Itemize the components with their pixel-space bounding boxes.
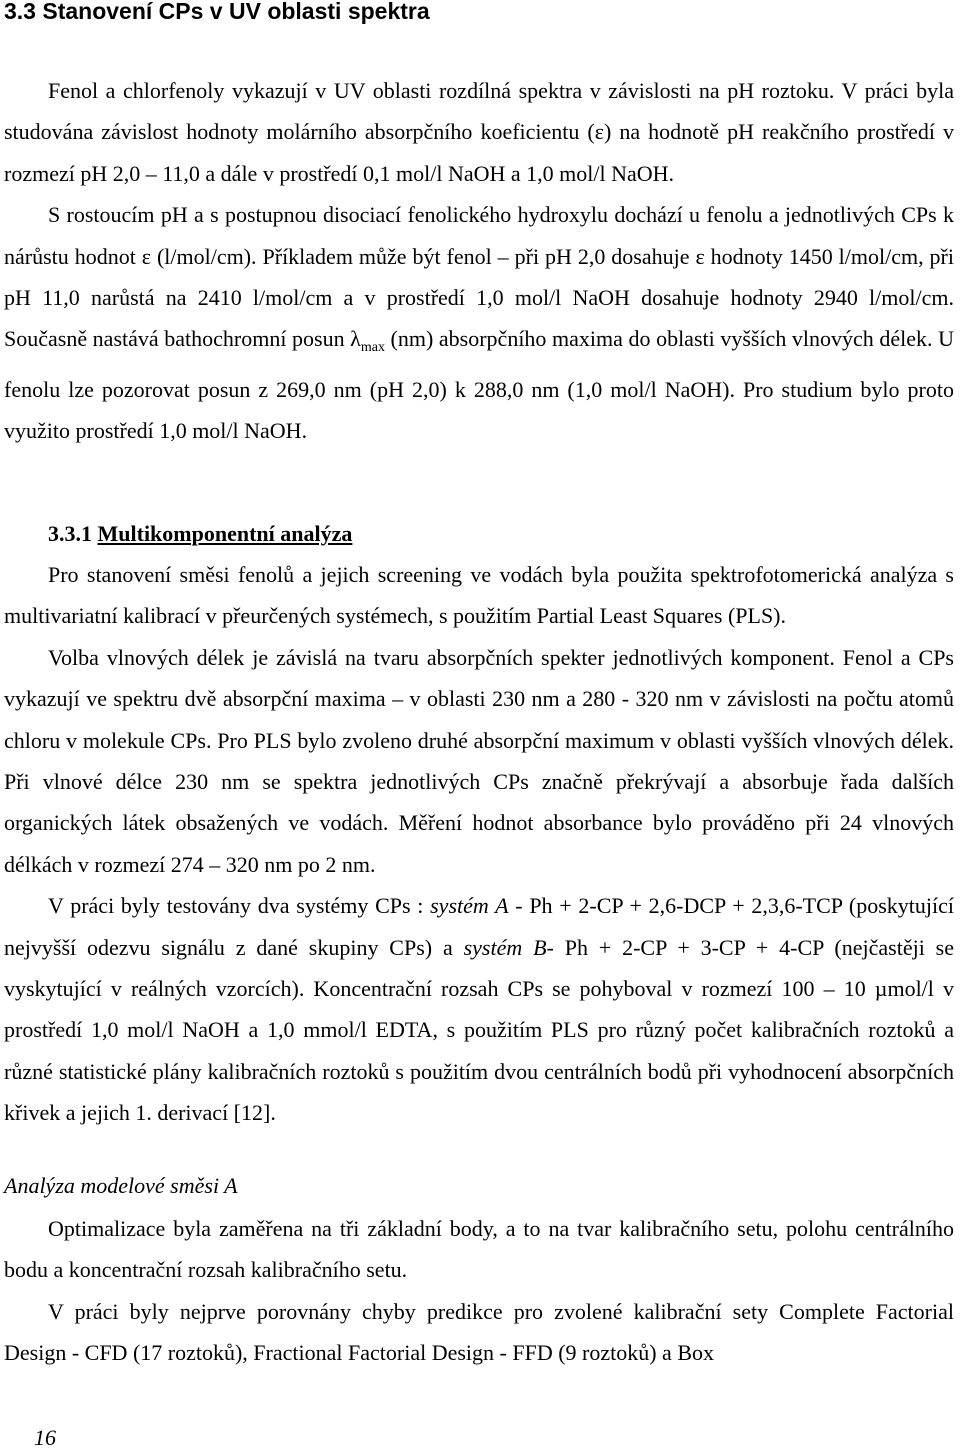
subsection-heading: [48, 520, 352, 548]
section-heading: 3.3 Stanovení CPs v UV oblasti spektra: [4, 0, 430, 24]
subsection-number: 3.3.1: [48, 521, 98, 546]
lambda-max-subscript: max: [360, 340, 385, 356]
subsection-block: [4, 554, 954, 1134]
intro-paragraph-2-text-b: (nm) absorpčního maxima do oblasti vyšších vlnových délek. U fenolu lze pozorovat posun z 269,0 nm (pH 2,0) k 288,0 nm (1,0 mol/l NaOH). Pro studium bylo proto využito prostředí 1,0 mol/l NaOH.: [4, 326, 954, 444]
systems-text-c: - Ph + 2-CP + 3-CP + 4-CP (nejčastěji se vyskytující v reálných vzorcích). Koncentrační rozsah CPs se pohyboval v rozmezí 100 – 10 µmol/l v prostředí 1,0 mol/l NaOH a 1,0 mmol/l EDTA, s použitím PLS pro různý počet kalibračních roztoků a různé statistické plány kalibračních roztoků s použitím dvou centrálních bodů při vyhodnocení absorpčních křivek a jejich 1. derivací [12].: [4, 934, 954, 1126]
intro-paragraph-2: [4, 194, 954, 451]
systems-text-b: - Ph + 2-CP + 2,6-DCP + 2,3,6-TCP (poskytující nejvyšší odezvu signálu z dané skupiny CPs) a: [4, 893, 954, 960]
system-b-label: systém B: [463, 934, 547, 960]
analysis-block: [4, 1208, 954, 1374]
analysis-heading: Analýza modelové směsi A: [4, 1173, 238, 1198]
intro-paragraph-1: Fenol a chlorfenoly vykazují v UV oblasti rozdílná spektra v závislosti na pH roztoku. V práci byla studována závislost hodnoty molárního absorpčního koeficientu (ε) na hodnotě pH reakčního prostředí v rozmezí pH 2,0 – 11,0 a dále v prostředí 0,1 mol/l NaOH a 1,0 mol/l NaOH.: [4, 78, 954, 186]
subsection-paragraph-1: Pro stanovení směsi fenolů a jejich screening ve vodách byla použita spektrofotomerická analýza s multivariatní kalibrací v přeurčených systémech, s použitím Partial Least Squares (PLS).: [4, 562, 954, 629]
intro-paragraph-2-text-a: S rostoucím pH a s postupnou disociací fenolického hydroxylu dochází u fenolu a jednotlivých CPs k nárůstu hodnot ε (l/mol/cm). Příkladem může být fenol – při pH 2,0 dosahuje ε hodnoty 1450 l/mol/cm, při pH 11,0 narůstá na 2410 l/mol/cm a v prostředí 1,0 mol/l NaOH dosahuje hodnoty 2940 l/mol/cm. Současně nastává bathochromní posun λ: [4, 202, 954, 352]
analysis-paragraph-1: Optimalizace byla zaměřena na tři základní body, a to na tvar kalibračního setu, polohu centrálního bodu a koncentrační rozsah kalibračního setu.: [4, 1216, 954, 1283]
analysis-paragraph-2: V práci byly nejprve porovnány chyby predikce pro zvolené kalibrační sety Complete Factorial Design - CFD (17 roztoků), Fractional Factorial Design - FFD (9 roztoků) a Box: [4, 1298, 954, 1366]
subsection-paragraph-2: Volba vlnových délek je závislá na tvaru absorpčních spekter jednotlivých komponent. Fenol a CPs vykazují ve spektru dvě absorpční maxima – v oblasti 230 nm a 280 - 320 nm v závislosti na počtu atomů chloru v molekule CPs. Pro PLS bylo zvoleno druhé absorpční maximum v oblasti vyšších vlnových délek. Při vlnové délce 230 nm se spektra jednotlivých CPs značně překrývají a absorbuje řada dalších organických látek obsažených ve vodách. Měření hodnot absorbance bylo prováděno při 24 vlnových délkách v rozmezí 274 – 320 nm po 2 nm.: [4, 644, 954, 877]
subsection-paragraph-3: [4, 885, 954, 1133]
subsection-title: Multikomponentní analýza: [97, 521, 353, 546]
page-number: 16: [34, 1425, 56, 1450]
systems-text-a: V práci byly testovány dva systémy CPs :: [48, 893, 431, 919]
system-a-label: systém A: [430, 893, 509, 919]
intro-block: [4, 70, 954, 452]
